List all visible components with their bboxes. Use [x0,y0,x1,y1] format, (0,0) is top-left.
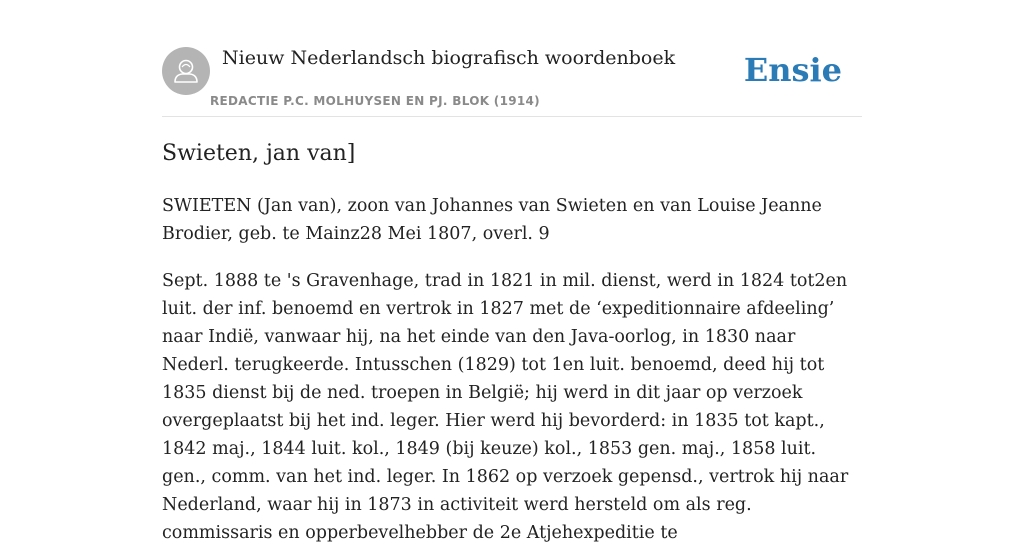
book-subtitle: REDACTIE P.C. MOLHUYSEN EN PJ. BLOK (1914) [210,94,540,108]
author-avatar[interactable] [162,47,210,95]
user-icon [162,47,210,95]
entry-title: Swieten, jan van] [162,141,356,166]
ensie-logo[interactable]: Ensie [743,51,842,89]
entry-paragraph-1: SWIETEN (Jan van), zoon van Johannes van Swieten en van Louise Jeanne Brodier, geb. te Mainz28 Mei 1807, overl. 9 [162,196,822,244]
book-title[interactable]: Nieuw Nederlandsch biografisch woordenboek [222,47,676,69]
header [162,46,862,117]
entry-paragraph-2: Sept. 1888 te 's Gravenhage, trad in 1821 in mil. dienst, werd in 1824 tot2en luit. der inf. benoemd en vertrok in 1827 met de ‘expeditionnaire afdeeling’ naar Indië, vanwaar hij, na het einde van den Java-oorlog, in 1830 naar Nederl. terugkeerde. Intusschen (1829) tot 1en luit. benoemd, deed hij tot 1835 dienst bij de ned. troepen in België; hij werd in dit jaar op verzoek overgeplaatst bij het ind. leger. Hier werd hij bevorderd: in 1835 tot kapt., 1842 maj., 1844 luit. kol., 1849 (bij keuze) kol., 1853 gen. maj., 1858 luit. gen., comm. van het ind. leger. In 1862 op verzoek gepensd., vertrok hij naar Nederland, waar hij in 1873 in activiteit werd hersteld om als reg. commissaris en opperbevelhebber de 2e Atjehexpeditie te [162,271,849,543]
